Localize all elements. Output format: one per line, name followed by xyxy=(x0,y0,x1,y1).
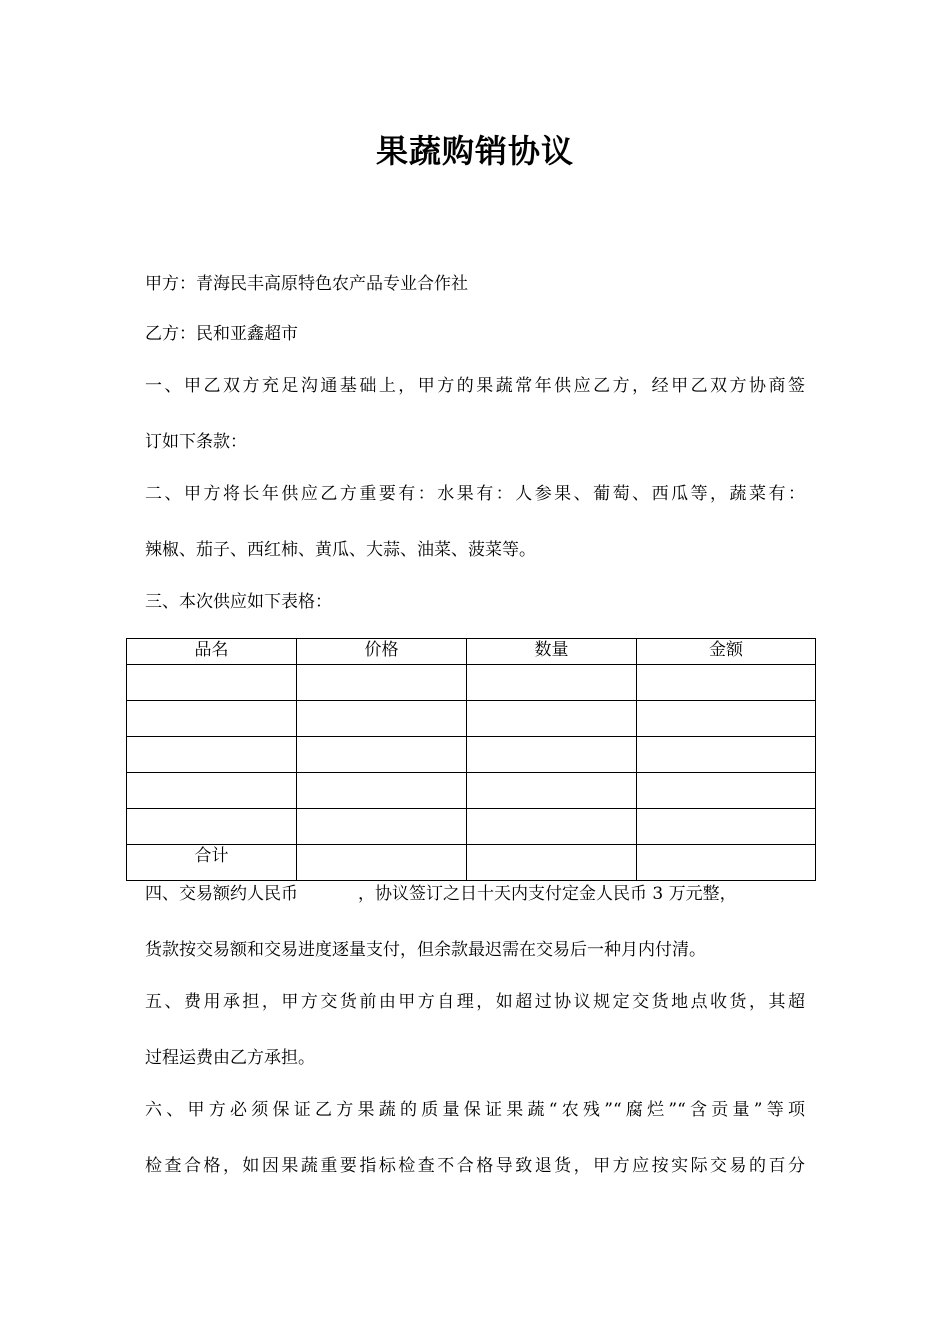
table-cell xyxy=(637,845,816,881)
clause-4-text-a: 四、交易额约人民币 xyxy=(145,884,298,904)
table-total-row xyxy=(127,845,816,881)
table-cell xyxy=(127,665,297,701)
table-cell xyxy=(297,665,467,701)
table-cell xyxy=(127,773,297,809)
table-cell xyxy=(637,773,816,809)
table-row xyxy=(127,773,816,809)
table-cell xyxy=(467,773,637,809)
party-a-line: 甲方：青海民丰高原特色农产品专业合作社 xyxy=(145,274,468,294)
clause-6-line-1: 六、甲方必须保证乙方果蔬的质量保证果蔬“农残”“腐烂”“含贡量”等项 xyxy=(145,1100,805,1120)
table-cell xyxy=(637,809,816,845)
supply-table xyxy=(126,638,816,881)
table-cell xyxy=(297,701,467,737)
table-row xyxy=(127,809,816,845)
clause-6-line-2: 检查合格，如因果蔬重要指标检查不合格导致退货，甲方应按实际交易的百分 xyxy=(145,1156,805,1176)
clause-5-line-2: 过程运费由乙方承担。 xyxy=(145,1048,315,1068)
clause-1-line-2: 订如下条款： xyxy=(145,432,247,452)
table-cell xyxy=(297,809,467,845)
clause-1-line-1: 一、甲乙双方充足沟通基础上，甲方的果蔬常年供应乙方，经甲乙双方协商签 xyxy=(145,376,805,396)
table-cell xyxy=(467,845,637,881)
table-cell xyxy=(127,809,297,845)
party-b-line: 乙方：民和亚鑫超市 xyxy=(145,324,298,344)
table-cell xyxy=(637,737,816,773)
table-cell xyxy=(467,737,637,773)
table-cell xyxy=(637,665,816,701)
table-cell xyxy=(297,845,467,881)
total-label: 合计 xyxy=(127,845,297,881)
clause-2-line-2: 辣椒、茄子、西红柿、黄瓜、大蒜、油菜、菠菜等。 xyxy=(145,540,536,560)
header-product-name: 品名 xyxy=(127,639,297,665)
table-cell xyxy=(127,737,297,773)
header-amount: 金额 xyxy=(637,639,816,665)
clause-4-line-1 xyxy=(145,880,737,908)
table-cell xyxy=(467,701,637,737)
document-title: 果蔬购销协议 xyxy=(375,132,574,170)
clause-4-text-b: ，协议签订之日十天内支付定金人民币 3 万元整， xyxy=(358,884,737,904)
table-cell xyxy=(637,701,816,737)
header-quantity: 数量 xyxy=(467,639,637,665)
table-cell xyxy=(297,737,467,773)
table-cell xyxy=(297,773,467,809)
table-cell xyxy=(467,665,637,701)
table-cell xyxy=(467,809,637,845)
clause-5-line-1: 五、费用承担，甲方交货前由甲方自理，如超过协议规定交货地点收货，其超 xyxy=(145,992,805,1012)
clause-2-line-1: 二、甲方将长年供应乙方重要有：水果有：人参果、葡萄、西瓜等，蔬菜有： xyxy=(145,484,805,504)
table-cell xyxy=(127,701,297,737)
table-row xyxy=(127,737,816,773)
header-price: 价格 xyxy=(297,639,467,665)
clause-4-line-2: 货款按交易额和交易进度逐量支付，但余款最迟需在交易后一种月内付清。 xyxy=(145,940,706,960)
table-row xyxy=(127,701,816,737)
clause-3-line: 三、本次供应如下表格： xyxy=(145,592,332,612)
table-header-row xyxy=(127,639,816,665)
table-row xyxy=(127,665,816,701)
